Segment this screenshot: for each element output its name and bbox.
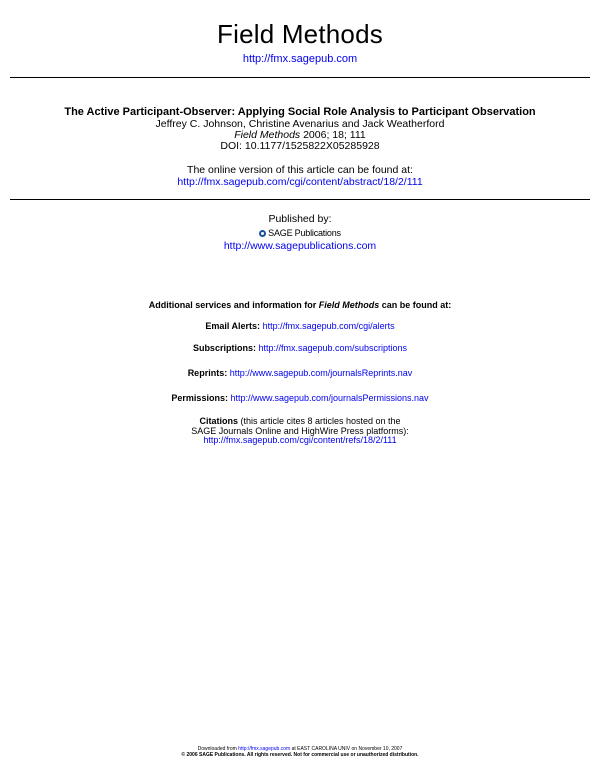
journal-link[interactable]: http://fmx.sagepub.com: [242, 53, 358, 65]
citations-label: Citations: [199, 416, 238, 426]
subscriptions-label: Subscriptions:: [192, 343, 256, 353]
journal-title: Field Methods: [217, 19, 383, 49]
permissions-label: Permissions:: [171, 393, 228, 403]
services-heading-pre: Additional services and information for: [148, 300, 319, 310]
citation-journal: Field Methods: [234, 129, 301, 141]
citations-text-2: SAGE Journals Online and HighWire Press platforms):: [191, 426, 409, 436]
published-by-label: Published by:: [268, 213, 332, 225]
email-alerts-row: [0, 321, 600, 332]
reprints-label: Reprints:: [187, 368, 228, 378]
download-notice-post: at EAST CAROLINA UNIV on November 10, 2007: [290, 746, 403, 752]
online-notice: The online version of this article can be found at:: [187, 164, 413, 176]
sage-logo-icon: [259, 230, 266, 237]
article-authors: Jeffrey C. Johnson, Christine Avenarius and Jack Weatherford: [155, 118, 445, 130]
article-doi: DOI: 10.1177/1525822X05285928: [220, 140, 380, 152]
copyright-notice: © 2006 SAGE Publications. All rights reserved. Not for commercial use or unauthorized distribution.: [181, 752, 419, 758]
services-heading-post: can be found at:: [379, 300, 452, 310]
download-notice-pre: Downloaded from: [197, 746, 239, 752]
services-heading: [0, 300, 600, 311]
sage-logo: [259, 228, 341, 239]
publisher-link[interactable]: http://www.sagepublications.com: [223, 240, 377, 252]
permissions-link[interactable]: http://www.sagepub.com/journalsPermissions.nav: [230, 393, 429, 403]
email-alerts-label: Email Alerts:: [205, 321, 261, 331]
sage-logo-text: SAGE Publications: [268, 228, 341, 238]
subscriptions-link[interactable]: http://fmx.sagepub.com/subscriptions: [258, 343, 408, 353]
citations-link[interactable]: http://fmx.sagepub.com/cgi/content/refs/18/2/111: [203, 435, 397, 445]
article-title: The Active Participant-Observer: Applying Social Role Analysis to Participant Observation: [64, 106, 536, 118]
top-divider: [10, 77, 590, 78]
email-alerts-link[interactable]: http://fmx.sagepub.com/cgi/alerts: [262, 321, 395, 331]
reprints-row: [0, 368, 600, 379]
services-heading-journal: Field Methods: [318, 300, 380, 310]
citation-volume: 2006; 18; 111: [300, 129, 366, 141]
reprints-link[interactable]: http://www.sagepub.com/journalsReprints.nav: [229, 368, 413, 378]
abstract-link[interactable]: http://fmx.sagepub.com/cgi/content/abstract/18/2/111: [177, 176, 423, 188]
permissions-row: [0, 393, 600, 404]
download-source-link[interactable]: http://fmx.sagepub.com: [238, 746, 291, 752]
subscriptions-row: [0, 343, 600, 354]
citations-text-1: (this article cites 8 articles hosted on the: [237, 416, 401, 426]
middle-divider: [10, 199, 590, 200]
